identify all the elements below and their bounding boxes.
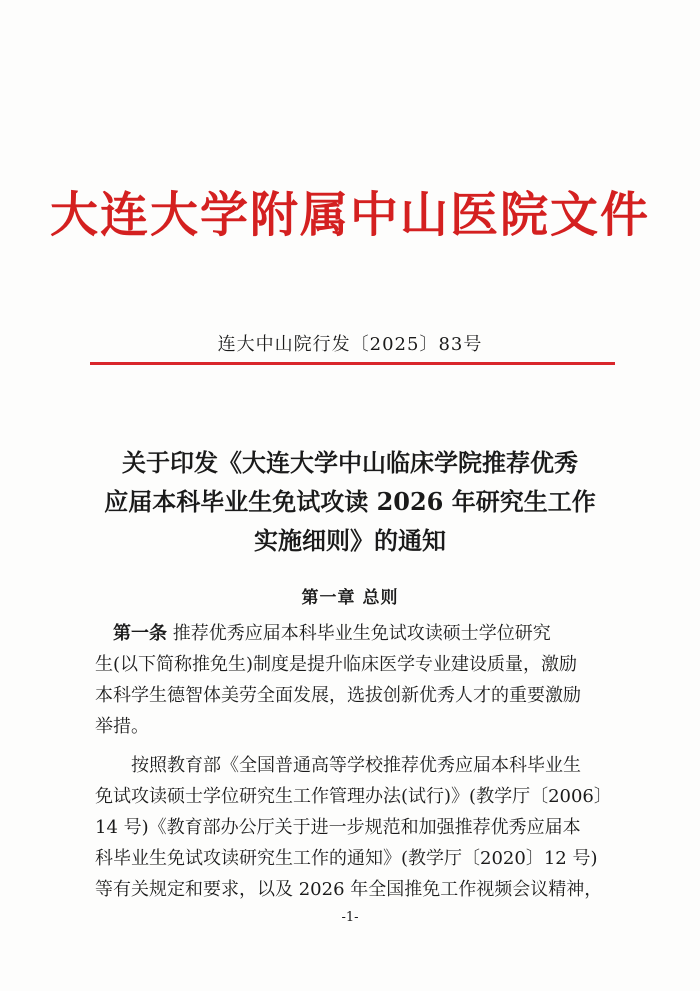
paragraph-line: 按照教育部《全国普通高等学校推荐优秀应届本科毕业生 xyxy=(131,755,581,776)
paragraph-line: 14 号)《教育部办公厅关于进一步规范和加强推荐优秀应届本 xyxy=(95,817,581,838)
notice-title xyxy=(60,443,640,560)
title-line: 关于印发《大连大学中山临床学院推荐优秀 xyxy=(122,448,578,477)
masthead-title: 大连大学附属中山医院文件 xyxy=(49,187,650,243)
paragraph-line: 免试攻读硕士学位研究生工作管理办法(试行)》(教学厅〔2006〕 xyxy=(95,786,612,807)
chapter-heading: 第一章 总则 xyxy=(301,588,399,608)
title-line: 实施细则》的通知 xyxy=(254,526,446,555)
paragraph-line xyxy=(95,618,615,649)
paragraph-line: 科毕业生免试攻读研究生工作的通知》(教学厅〔2020〕12 号) xyxy=(95,848,598,869)
paragraph-line: 等有关规定和要求，以及 2026 年全国推免工作视频会议精神， xyxy=(95,879,603,900)
document-number: 连大中山院行发〔2025〕83号 xyxy=(217,334,483,355)
paragraph-line: 生(以下简称推免生)制度是提升临床医学专业建设质量，激励 xyxy=(95,654,578,675)
article-text: 推荐优秀应届本科毕业生免试攻读硕士学位研究 xyxy=(167,623,551,644)
article-1-paragraph xyxy=(95,618,615,742)
article-label: 第一条 xyxy=(113,623,167,644)
basis-paragraph xyxy=(95,750,615,905)
paragraph-line: 举措。 xyxy=(95,716,149,737)
paragraph-line: 本科学生德智体美劳全面发展，选拔创新优秀人才的重要激励 xyxy=(95,685,581,706)
page-number: -1- xyxy=(341,910,359,925)
title-line: 应届本科毕业生免试攻读 2026 年研究生工作 xyxy=(104,487,596,516)
red-divider-line xyxy=(90,362,615,365)
